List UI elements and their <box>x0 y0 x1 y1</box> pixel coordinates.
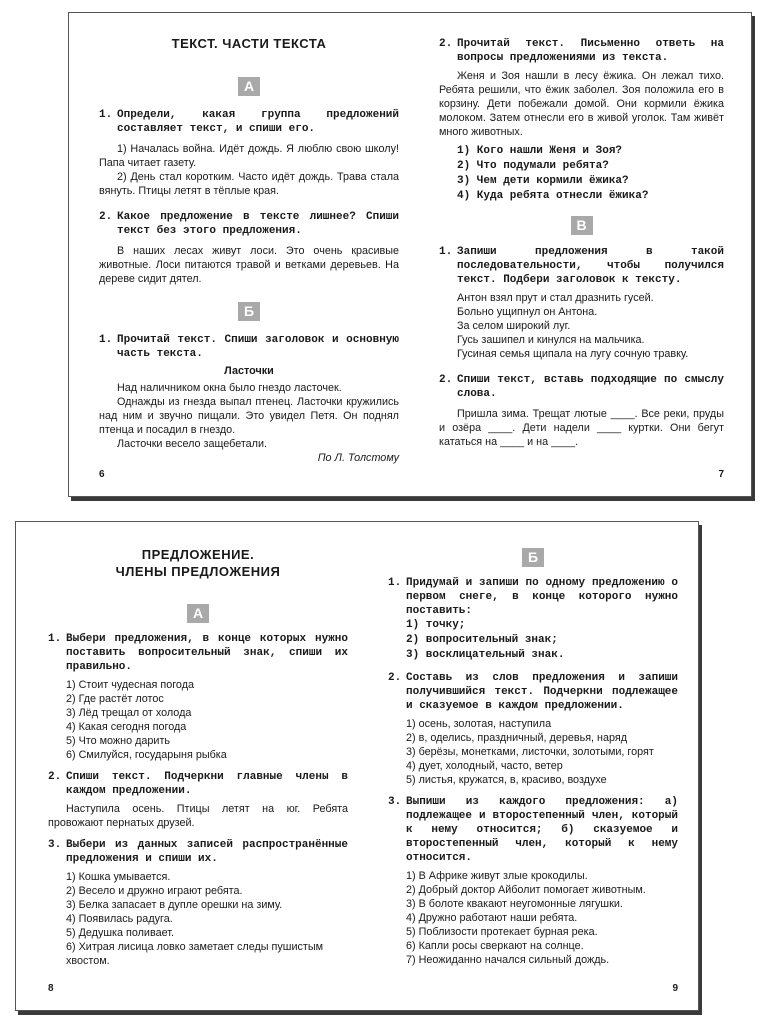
task-instruction: Запиши предложения в такой последовательности, чтобы получился текст. Подбери заголовок к тексту. <box>457 246 724 286</box>
question-item: 1) Кого нашли Женя и Зоя? <box>457 145 623 157</box>
sentence-list <box>439 291 724 361</box>
page-6 <box>99 13 399 496</box>
sentence-item: Антон взял прут и стал дразнить гусей. <box>457 292 654 304</box>
list-item: 7) Неожиданно начался сильный дождь. <box>406 954 610 966</box>
list-item: 4) Появилась радуга. <box>66 913 173 925</box>
sentence-item: Больно ущипнул он Антона. <box>457 306 598 318</box>
task-2b: 2. Спиши текст, вставь подходящие по смыслу слова. <box>439 374 724 400</box>
story-heading: Ласточки <box>224 365 274 377</box>
item-list <box>48 678 348 762</box>
task-instruction: Спиши текст. Подчеркни главные члены в каждом предложении. <box>66 771 348 797</box>
question-item: 3) Чем дети кормили ёжика? <box>457 175 629 187</box>
question-item: 2) Что подумали ребята? <box>457 160 609 172</box>
page-number: 9 <box>672 983 678 994</box>
task-text: Женя и Зоя нашли в лесу ёжика. Он лежал тихо. Ребята решили, что ёжик заболел. Зоя положила его в корзину. Дети побежали домой. Они кормили ёжика молоком. Затем отнесли его в живой уголок. Там живёт много животных. <box>439 70 724 138</box>
task-instruction: Определи, какая группа предложений составляет текст, и спиши его. <box>117 109 399 135</box>
task-1: 1. Выбери предложения, в конце которых нужно поставить вопросительный знак, спиши их правильно. <box>48 633 348 673</box>
page-9 <box>388 522 678 1010</box>
list-item: 1) Стоит чудесная погода <box>66 679 195 691</box>
task-instruction: Выбери из данных записей распространённые предложения и спиши их. <box>66 839 348 865</box>
item-list <box>388 869 678 967</box>
story-paragraph: Над наличником окна было гнездо ласточек. <box>117 382 342 394</box>
section-badge-a: А <box>187 604 209 623</box>
page-title: ТЕКСТ. ЧАСТИ ТЕКСТА <box>171 36 327 51</box>
list-item: 3) восклицательный знак. <box>406 649 565 661</box>
list-item: 2) Где растёт лотос <box>66 693 164 705</box>
section-badge-a: А <box>238 77 260 96</box>
task-instruction: Прочитай текст. Письменно ответь на вопросы предложениями из текста. <box>457 38 724 64</box>
task-1: 1. Определи, какая группа предложений составляет текст, и спиши его. <box>99 109 399 135</box>
list-item: 6) Хитрая лисица ловко заметает следы пушистым хвостом. <box>66 941 324 967</box>
sentence-item: Гусь зашипел и кинулся на мальчика. <box>457 334 645 346</box>
task-instruction: Прочитай текст. Спиши заголовок и основную часть текста. <box>117 334 399 360</box>
item-list <box>388 717 678 787</box>
task-3: 3. Выбери из данных записей распространённые предложения и спиши их. <box>48 839 348 865</box>
sentence-item: Гусиная семья щипала на лугу сочную травку. <box>457 348 689 360</box>
list-item: 2) вопросительный знак; <box>406 634 558 646</box>
page-number: 6 <box>99 469 105 480</box>
option-2: 2) День стал коротким. Часто идёт дождь. Трава стала вянуть. Птицы летят в тёплые края. <box>99 171 399 197</box>
list-item: 6) Капли росы сверкают на солнце. <box>406 940 584 952</box>
list-item: 1) точку; <box>406 619 466 631</box>
attribution: По Л. Толстому <box>317 452 399 464</box>
page-8 <box>48 522 348 1010</box>
story-paragraph: Однажды из гнезда выпал птенец. Ласточки кружились над ним и звучно пищали. Это увидел Петя. Он поднял птенца и посадил в гнездо. <box>99 396 399 436</box>
list-item: 5) Что можно дарить <box>66 735 171 747</box>
story-paragraph: Ласточки весело защебетали. <box>117 438 268 450</box>
task-instruction: Выпиши из каждого предложения: а) подлежащее и второстепенный член, который к нему относится; б) сказуемое и второстепенный член, который к нему относится. <box>406 796 678 864</box>
page-number: 8 <box>48 983 54 994</box>
list-item: 2) в, оделись, праздничный, деревья, наряд <box>406 732 628 744</box>
question-list <box>439 144 724 204</box>
task-2: 2. Прочитай текст. Письменно ответь на вопросы предложениями из текста. <box>439 38 724 64</box>
task-instruction: Выбери предложения, в конце которых нужно поставить вопросительный знак, спиши их правильно. <box>66 633 348 673</box>
section-badge-b: Б <box>522 548 544 567</box>
task-2: 2. Спиши текст. Подчеркни главные члены в каждом предложении. <box>48 771 348 797</box>
page-7 <box>439 13 724 496</box>
list-item: 1) В Африке живут злые крокодилы. <box>406 870 588 882</box>
sentence-item: За селом широкий луг. <box>457 320 571 332</box>
list-item: 2) Весело и дружно играют ребята. <box>66 885 243 897</box>
book-spread-pages-6-7 <box>68 12 752 497</box>
list-item: 6) Смилуйся, государыня рыбка <box>66 749 227 761</box>
list-item: 3) Лёд трещал от холода <box>66 707 192 719</box>
title-line: ПРЕДЛОЖЕНИЕ. <box>141 547 255 562</box>
page-title <box>48 546 348 580</box>
task-3: 3. Выпиши из каждого предложения: а) подлежащее и второстепенный член, который к нему относится; б) сказуемое и второстепенный член, который к нему относится. <box>388 796 678 864</box>
task-instruction: Придумай и запиши по одному предложению о первом снеге, в конце которого нужно поставить: <box>406 577 678 617</box>
task-text: Наступила осень. Птицы летят на юг. Ребята провожают пернатых друзей. <box>48 803 348 829</box>
page-number: 7 <box>718 469 724 480</box>
list-item: 5) Дедушка поливает. <box>66 927 174 939</box>
task-3: 1. Прочитай текст. Спиши заголовок и основную часть текста. <box>99 334 399 360</box>
list-item: 2) Добрый доктор Айболит помогает животным. <box>406 884 646 896</box>
list-item: 3) В болоте квакают неугомонные лягушки. <box>406 898 623 910</box>
task-text: В наших лесах живут лоси. Это очень красивые животные. Лоси питаются травой и ветками деревьев. На дереве сидит дятел. <box>99 245 399 285</box>
item-list <box>48 870 348 968</box>
task-instruction: Какое предложение в тексте лишнее? Спиши текст без этого предложения. <box>117 211 399 237</box>
list-item: 5) Поблизости протекает бурная река. <box>406 926 598 938</box>
item-list <box>388 618 678 663</box>
option-1: 1) Началась война. Идёт дождь. Я люблю свою школу! Папа читает газету. <box>99 143 399 169</box>
task-2: 2. Какое предложение в тексте лишнее? Спиши текст без этого предложения. <box>99 211 399 237</box>
list-item: 3) Белка запасает в дупле орешки на зиму. <box>66 899 283 911</box>
task-instruction: Составь из слов предложения и запиши получившийся текст. Подчеркни подлежащее и сказуемое в каждом предложении. <box>406 672 678 712</box>
list-item: 4) дует, холодный, часто, ветер <box>406 760 563 772</box>
task-2: 2. Составь из слов предложения и запиши получившийся текст. Подчеркни подлежащее и сказуемое в каждом предложении. <box>388 672 678 712</box>
list-item: 5) листья, кружатся, в, красиво, воздухе <box>406 774 607 786</box>
section-badge-b: Б <box>238 302 260 321</box>
list-item: 4) Какая сегодня погода <box>66 721 187 733</box>
book-spread-pages-8-9 <box>15 521 699 1011</box>
task-text: Пришла зима. Трещат лютые ____. Все реки, пруды и озёра ____. Дети надели ____ куртки. Они бегут кататься на ____ и на ____. <box>439 408 724 448</box>
section-badge-v: В <box>571 216 593 235</box>
task-1: 1. Запиши предложения в такой последовательности, чтобы получился текст. Подбери заголовок к тексту. <box>439 246 724 286</box>
task-1: 1. Придумай и запиши по одному предложению о первом снеге, в конце которого нужно поставить: <box>388 577 678 617</box>
task-instruction: Спиши текст, вставь подходящие по смыслу слова. <box>457 374 724 400</box>
question-item: 4) Куда ребята отнесли ёжика? <box>457 190 649 202</box>
title-line: ЧЛЕНЫ ПРЕДЛОЖЕНИЯ <box>115 564 281 579</box>
list-item: 1) осень, золотая, наступила <box>406 718 552 730</box>
list-item: 3) берёзы, монетками, листочки, золотыми, горят <box>406 746 654 758</box>
list-item: 1) Кошка умывается. <box>66 871 171 883</box>
list-item: 4) Дружно работают наши ребята. <box>406 912 578 924</box>
